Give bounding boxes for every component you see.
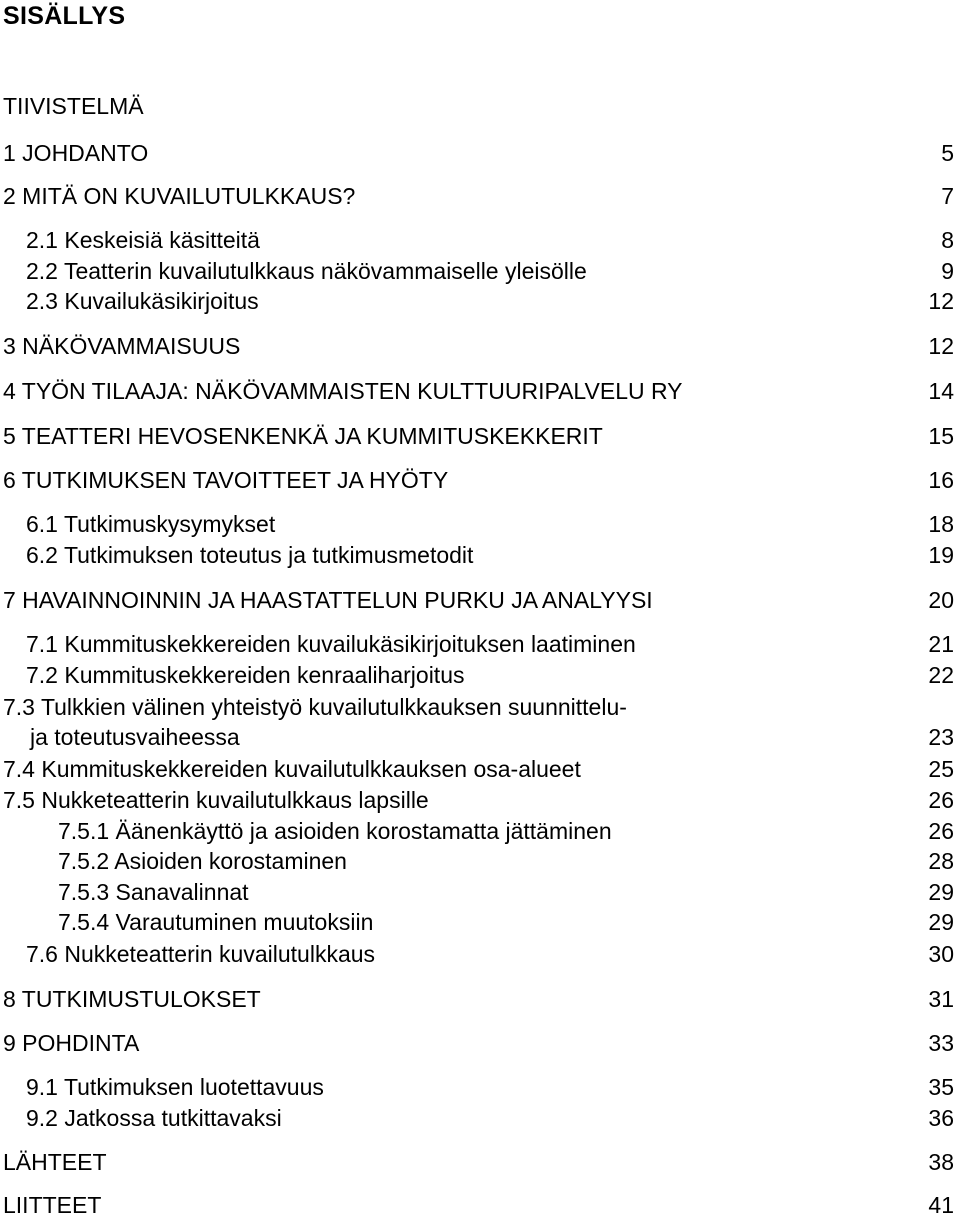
toc-entry-page: 22: [928, 662, 954, 688]
toc-entry-page: 26: [928, 787, 954, 813]
toc-entry-9-2[interactable]: [0, 1103, 960, 1133]
toc-entry-7-5[interactable]: [0, 785, 960, 815]
toc-entry-label: 7.6 Nukketeatterin kuvailutulkkaus: [26, 941, 376, 967]
toc-entry-johdanto[interactable]: [0, 138, 960, 168]
toc-entry-label: 5 TEATTERI HEVOSENKENKÄ JA KUMMITUSKEKKERIT: [3, 423, 603, 449]
toc-entry-label: 7.5.2 Asioiden korostaminen: [58, 848, 347, 874]
toc-entry-tutkimustulokset[interactable]: [0, 984, 960, 1014]
toc-entry-label: 6.2 Tutkimuksen toteutus ja tutkimusmetodit: [26, 542, 474, 568]
toc-entry-9-1[interactable]: [0, 1072, 960, 1102]
toc-entry-tutkimuksen-tavoitteet[interactable]: [0, 465, 960, 495]
toc-entry-pohdinta[interactable]: [0, 1028, 960, 1058]
toc-entry-label-continuation: ja toteutusvaiheessa: [30, 724, 240, 750]
toc-entry-page: 28: [928, 848, 954, 874]
toc-entry-6-1[interactable]: [0, 509, 960, 539]
toc-heading: SISÄLLYS: [3, 2, 126, 30]
toc-entry-page: 8: [941, 227, 954, 253]
toc-entry-page: 25: [928, 756, 954, 782]
toc-entry-page: 14: [928, 378, 954, 404]
toc-entry-page: 29: [928, 879, 954, 905]
toc-entry-7-1[interactable]: [0, 629, 960, 659]
toc-entry-page: 38: [928, 1149, 954, 1175]
toc-entry-label: 7.5.3 Sanavalinnat: [58, 879, 249, 905]
toc-entry-label: LÄHTEET: [3, 1149, 107, 1175]
toc-entry-label: 9 POHDINTA: [3, 1030, 140, 1056]
toc-entry-page: 36: [928, 1105, 954, 1131]
toc-entry-label: 2.3 Kuvailukäsikirjoitus: [26, 288, 259, 314]
toc-entry-page: 21: [928, 631, 954, 657]
toc-entry-page: 18: [928, 511, 954, 537]
toc-entry-page: 26: [928, 818, 954, 844]
toc-entry-label: 4 TYÖN TILAAJA: NÄKÖVAMMAISTEN KULTTUURIPALVELU RY: [3, 378, 683, 404]
toc-entry-teatteri-hevosenkenka[interactable]: [0, 421, 960, 451]
toc-entry-label: 7.1 Kummituskekkereiden kuvailukäsikirjoituksen laatiminen: [26, 631, 636, 657]
toc-entry-2-2[interactable]: [0, 256, 960, 286]
toc-entry-7-2[interactable]: [0, 660, 960, 690]
toc-entry-7-6[interactable]: [0, 939, 960, 969]
toc-entry-tiivistelma[interactable]: [0, 91, 960, 121]
toc-entry-page: 12: [928, 333, 954, 359]
toc-entry-label: 6 TUTKIMUKSEN TAVOITTEET JA HYÖTY: [3, 467, 449, 493]
toc-entry-page: 23: [928, 724, 954, 750]
toc-entry-page: 16: [928, 467, 954, 493]
toc-entry-page: 30: [928, 941, 954, 967]
toc-entry-7-3[interactable]: [0, 692, 960, 750]
toc-entry-7-5-3[interactable]: [0, 877, 960, 907]
toc-entry-label: 7.2 Kummituskekkereiden kenraaliharjoitus: [26, 662, 465, 688]
toc-entry-label: 7.5 Nukketeatterin kuvailutulkkaus lapsille: [3, 787, 429, 813]
toc-entry-label: 9.2 Jatkossa tutkittavaksi: [26, 1105, 282, 1131]
toc-entry-page: 9: [941, 258, 954, 284]
toc-entry-lahteet[interactable]: [0, 1147, 960, 1177]
toc-entry-nakovammaisuus[interactable]: [0, 331, 960, 361]
toc-entry-label: 7.5.1 Äänenkäyttö ja asioiden korostamatta jättäminen: [58, 818, 612, 844]
toc-entry-page: 29: [928, 909, 954, 935]
toc-entry-label: 6.1 Tutkimuskysymykset: [26, 511, 276, 537]
toc-entry-page: 33: [928, 1030, 954, 1056]
toc-entry-page: 41: [928, 1192, 954, 1218]
toc-entry-page: 31: [928, 986, 954, 1012]
toc-entry-label: 7.3 Tulkkien välinen yhteistyö kuvailutulkkauksen suunnittelu-: [3, 694, 627, 720]
toc-entry-label: 2 MITÄ ON KUVAILUTULKKAUS?: [3, 183, 356, 209]
toc-entry-2-1[interactable]: [0, 225, 960, 255]
toc-entry-page: 12: [928, 288, 954, 314]
toc-entry-6-2[interactable]: [0, 540, 960, 570]
toc-entry-label: 2.1 Keskeisiä käsitteitä: [26, 227, 260, 253]
toc-entry-page: 19: [928, 542, 954, 568]
toc-entry-label: 7.4 Kummituskekkereiden kuvailutulkkauksen osa-alueet: [3, 756, 581, 782]
toc-entry-page: 20: [928, 587, 954, 613]
toc-entry-tyon-tilaaja[interactable]: [0, 376, 960, 406]
toc-entry-label: 3 NÄKÖVAMMAISUUS: [3, 333, 241, 359]
toc-entry-page: 7: [941, 183, 954, 209]
toc-entry-label: 1 JOHDANTO: [3, 140, 149, 166]
toc-entry-label: 9.1 Tutkimuksen luotettavuus: [26, 1074, 324, 1100]
toc-entry-label: 2.2 Teatterin kuvailutulkkaus näkövammaiselle yleisölle: [26, 258, 587, 284]
toc-entry-page: 15: [928, 423, 954, 449]
toc-entry-page: 5: [941, 140, 954, 166]
toc-entry-7-4[interactable]: [0, 754, 960, 784]
toc-entry-2-3[interactable]: [0, 286, 960, 316]
toc-entry-7-5-4[interactable]: [0, 907, 960, 937]
toc-entry-label: 8 TUTKIMUSTULOKSET: [3, 986, 261, 1012]
toc-entry-label: 7.5.4 Varautuminen muutoksiin: [58, 909, 374, 935]
toc-entry-label: TIIVISTELMÄ: [3, 93, 144, 119]
toc-entry-liitteet[interactable]: [0, 1190, 960, 1220]
toc-entry-7-5-2[interactable]: [0, 846, 960, 876]
toc-entry-label: 7 HAVAINNOINNIN JA HAASTATTELUN PURKU JA ANALYYSI: [3, 587, 653, 613]
toc-entry-label: LIITTEET: [3, 1192, 102, 1218]
toc-entry-page: 35: [928, 1074, 954, 1100]
toc-entry-mita-on-kuvailutulkkaus[interactable]: [0, 181, 960, 211]
toc-entry-havainnoinnin[interactable]: [0, 585, 960, 615]
toc-entry-7-5-1[interactable]: [0, 816, 960, 846]
